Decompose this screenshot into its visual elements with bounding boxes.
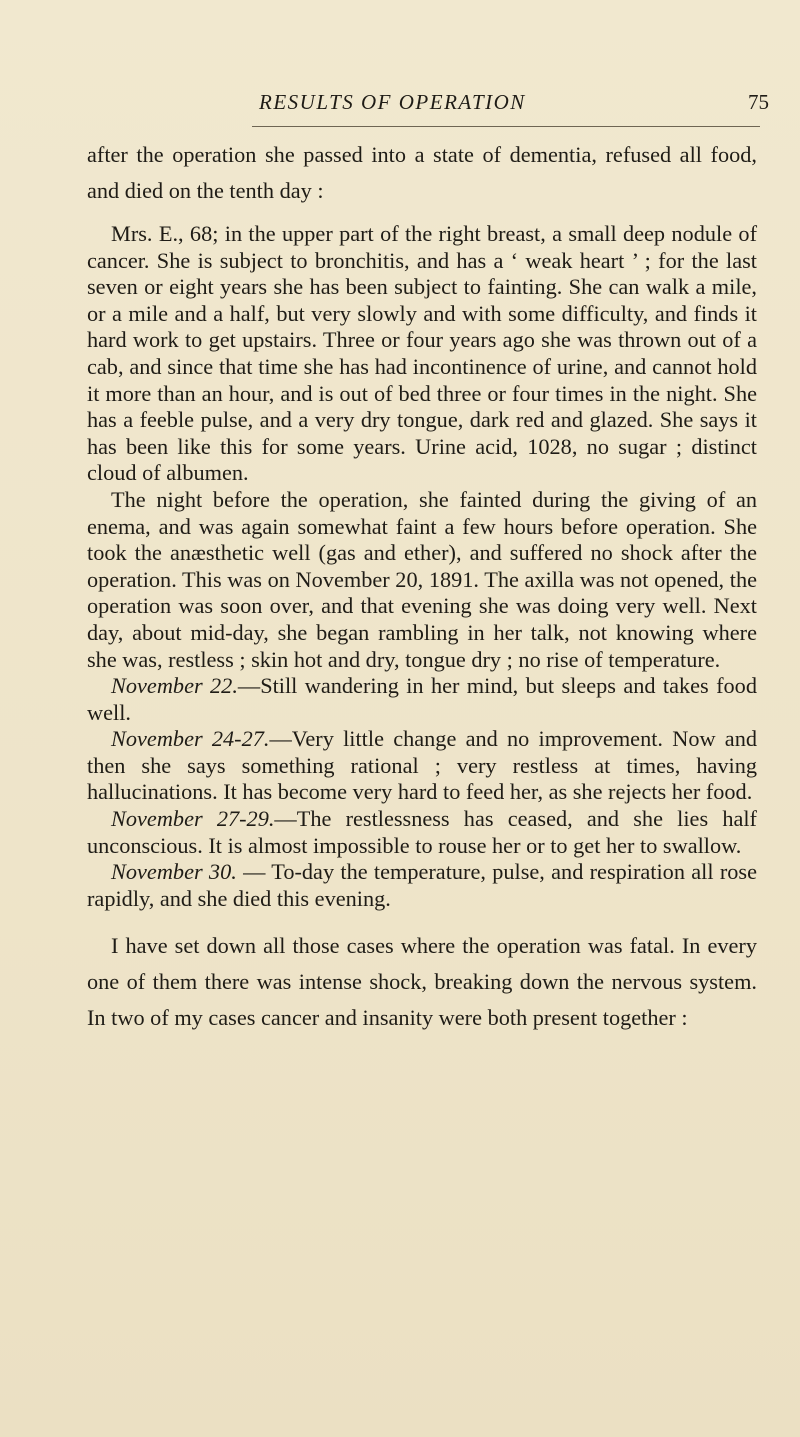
section-continuation — [87, 137, 757, 209]
paragraph-continuation: after the operation she passed into a state of dementia, refused all food, and died on the tenth day : — [87, 142, 757, 203]
running-title: RESULTS OF OPERATION — [259, 90, 526, 114]
date-label: November 22. — [111, 673, 238, 699]
paragraph-nov-22 — [87, 673, 757, 726]
paragraph-operation: The night before the operation, she fainted during the giving of an enema, and was again somewhat faint a few hours before operation. She took the anæsthetic well (gas and ether), and suffered no shock after the operation. This was on November 20, 1891. The axilla was not opened, the operation was soon over, and that evening she was doing very well. Next day, about mid-day, she began rambling in her talk, not knowing where she was, restless ; skin hot and dry, tongue dry ; no rise of temperature. — [87, 486, 757, 672]
section-case-report — [87, 221, 757, 912]
entry-text: —Very little change and no improvement. Now and then she says something rational ; very restless at times, having hallucinations. It has become very hard to feed her, as she rejects her food. — [87, 726, 757, 805]
paragraph-nov-27-29 — [87, 806, 757, 859]
page-body — [87, 137, 757, 1036]
header-rule — [252, 126, 760, 127]
date-label: November 30. — [111, 859, 237, 885]
date-label: November 27-29. — [111, 806, 275, 832]
date-label: November 24-27. — [111, 726, 270, 752]
paragraph-nov-24-27 — [87, 726, 757, 806]
paragraph-summary: I have set down all those cases where the operation was fatal. In every one of them there was intense shock, breaking down the nervous system. In two of my cases cancer and insanity were both present together : — [87, 933, 757, 1031]
entry-text: —Still wandering in her mind, but sleeps and takes food well. — [87, 673, 757, 725]
entry-text: —The restlessness has ceased, and she lies half unconscious. It is almost impossible to rouse her or to get her to swallow. — [87, 806, 757, 858]
paragraph-case-history: Mrs. E., 68; in the upper part of the right breast, a small deep nodule of cancer. She is subject to bronchitis, and has a ‘ weak heart ’ ; for the last seven or eight years she has been subject to fainting. She can walk a mile, or a mile and a half, but very slowly and with some difficulty, and finds it hard work to get upstairs. Three or four years ago she was thrown out of a cab, and since that time she has had incontinence of urine, and cannot hold it more than an hour, and is out of bed three or four times in the night. She has a feeble pulse, and a very dry tongue, dark red and glazed. She says it has been like this for some years. Urine acid, 1028, no sugar ; distinct cloud of albumen. — [87, 221, 757, 486]
section-summary — [87, 928, 757, 1036]
section-gap — [87, 912, 757, 928]
paragraph-nov-30 — [87, 859, 757, 912]
section-gap — [87, 209, 757, 221]
page-number: 75 — [748, 90, 769, 114]
entry-text: — To-day the temperature, pulse, and respiration all rose rapidly, and she died this evening. — [87, 859, 757, 911]
page-header — [0, 78, 800, 128]
